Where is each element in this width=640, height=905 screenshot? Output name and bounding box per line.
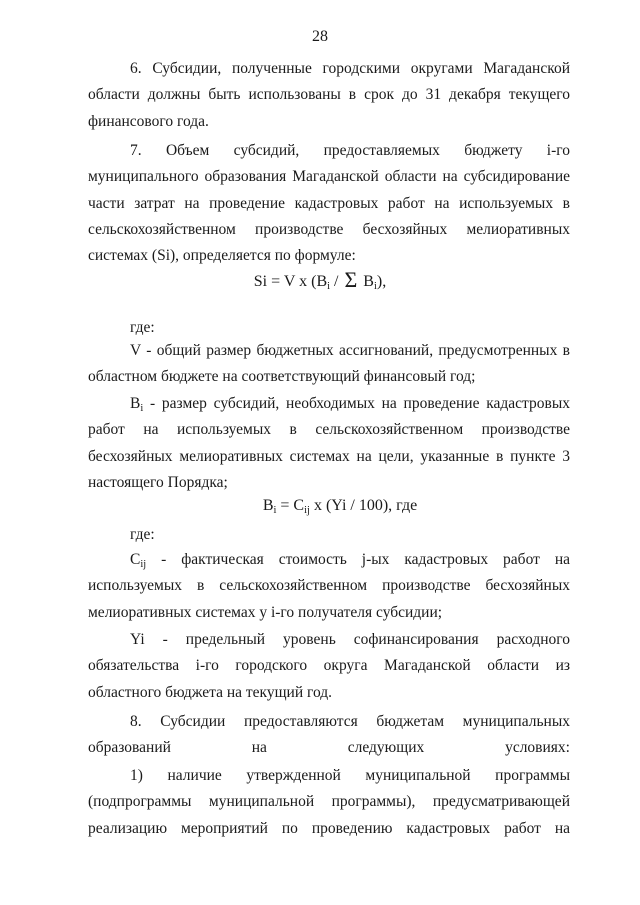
formula-bi: $B_i = C_{ij}$ x (Yi / 100), где xyxy=(262,497,418,516)
definition-yi: Yi - предельный уровень софинансирования расходного обязательства i-го городского округа Магаданской области из областного бюджета на текущий год. xyxy=(88,631,570,701)
formula-si: Si = V x ($B_i$ / Σ $B_i$), xyxy=(253,267,387,292)
paragraph-6: 6. Субсидии, полученные городскими округами Магаданской области должны быть использованы в срок до 31 декабря текущего финансового года. xyxy=(88,60,570,130)
where-label: где: xyxy=(130,319,155,336)
definition-cij: $C_{ij}$ - фактическая стоимость j-ых кадастровых работ на используемых в сельскохозяйственном производстве бесхозяйных мелиоративных системах у i-го получателя субсидии; xyxy=(88,551,570,621)
paragraph-8: 8. Субсидии предоставляются бюджетам муниципальных образований на следующих условиях: xyxy=(88,713,570,757)
definition-v: V - общий размер бюджетных ассигнований, предусмотренных в областном бюджете на соответствующий финансовый год; xyxy=(88,342,570,386)
sigma-symbol: Σ xyxy=(344,267,358,292)
page-number: 28 xyxy=(312,28,328,45)
definition-bi: $B_i$ - размер субсидий, необходимых на проведение кадастровых работ на используемых в сельскохозяйственном производстве бесхозяйных мелиоративных системах на цели, указанные в пункте 3 настоящего Порядка; xyxy=(88,395,570,491)
where-label-2: где: xyxy=(130,526,155,543)
paragraph-8-item-1: 1) наличие утвержденной муниципальной программы (подпрограммы муниципальной программы), предусматривающей реализацию мероприятий по проведению кадастровых работ на xyxy=(88,767,570,837)
paragraph-7: 7. Объем субсидий, предоставляемых бюджету i-го муниципального образования Магаданской области на субсидирование части затрат на проведение кадастровых работ на используемых в сельскохозяйственном производстве бесхозяйных мелиоративных системах (Si), определяется по формуле: xyxy=(88,142,570,265)
